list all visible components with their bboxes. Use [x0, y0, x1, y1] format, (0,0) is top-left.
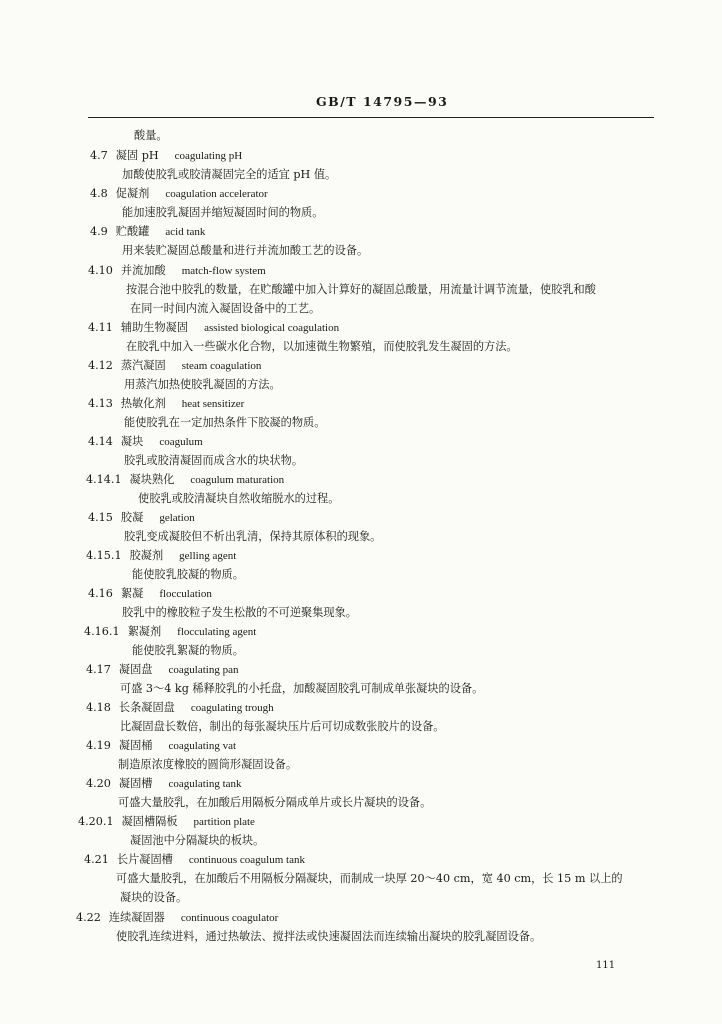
term-definition: 胶乳或胶清凝固而成含水的块状物。: [124, 454, 304, 467]
term-definition: 凝块的设备。: [120, 891, 188, 904]
term-heading: [86, 701, 274, 715]
term-chinese: 胶凝: [120, 511, 144, 524]
continuation-text: 酸量。: [134, 129, 168, 142]
term-english: assisted biological coagulation: [204, 322, 340, 334]
term-english: coagulating tank: [168, 778, 242, 790]
term-heading: [90, 149, 242, 163]
term-english: coagulum: [159, 436, 203, 448]
clause-number: 4.21: [84, 853, 109, 866]
term-english: continuous coagulum tank: [188, 854, 305, 866]
term-heading: [86, 549, 236, 563]
term-english: heat sensitizer: [181, 398, 245, 410]
term-definition: 能加速胶乳凝固并缩短凝固时间的物质。: [122, 206, 324, 219]
term-definition: 用蒸汽加热使胶乳凝固的方法。: [124, 378, 281, 391]
term-chinese: 凝固槽隔板: [121, 815, 178, 828]
term-english: flocculating agent: [177, 626, 257, 638]
term-chinese: 絮凝剂: [127, 625, 162, 638]
term-heading: [86, 473, 284, 487]
term-english: coagulating trough: [190, 702, 274, 714]
term-chinese: 凝块: [120, 435, 144, 448]
term-definition: 制造原浓度橡胶的圆筒形凝固设备。: [118, 758, 298, 771]
clause-number: 4.16: [88, 587, 113, 600]
header-rule: [88, 117, 654, 118]
term-chinese: 蒸汽凝固: [120, 359, 166, 372]
term-definition: 能使胶乳在一定加热条件下胶凝的物质。: [124, 416, 326, 429]
term-chinese: 长片凝固槽: [116, 853, 173, 866]
clause-number: 4.10: [88, 264, 113, 277]
term-definition: 按混合池中胶乳的数量，在贮酸罐中加入计算好的凝固总酸量，用流量计调节流量，使胶乳和酸: [126, 283, 596, 296]
term-chinese: 絮凝: [120, 587, 144, 600]
term-definition: 在同一时间内流入凝固设备中的工艺。: [130, 302, 321, 315]
term-heading: [76, 911, 278, 925]
term-english: coagulum maturation: [190, 474, 285, 486]
term-chinese: 连续凝固器: [108, 911, 165, 924]
term-definition: 用来装贮凝固总酸量和进行并流加酸工艺的设备。: [122, 244, 369, 257]
term-english: partition plate: [193, 816, 255, 828]
clause-number: 4.15.1: [86, 549, 122, 562]
term-definition: 能使胶乳胶凝的物质。: [132, 568, 244, 581]
term-heading: [88, 435, 203, 449]
term-english: acid tank: [165, 226, 206, 238]
term-english: gelation: [159, 512, 195, 524]
term-chinese: 凝块熟化: [129, 473, 175, 486]
term-definition: 可盛 3～4 kg 稀释胶乳的小托盘，加酸凝固胶乳可制成单张凝块的设备。: [120, 682, 484, 695]
term-chinese: 辅助生物凝固: [120, 321, 189, 334]
term-definition: 使胶乳连续进料，通过热敏法、搅拌法或快速凝固法而连续输出凝块的胶乳凝固设备。: [116, 930, 542, 943]
clause-number: 4.8: [90, 187, 108, 200]
term-heading: [86, 777, 242, 791]
clause-number: 4.9: [90, 225, 108, 238]
term-english: steam coagulation: [181, 360, 262, 372]
term-definition: 使胶乳或胶清凝块自然收缩脱水的过程。: [138, 492, 340, 505]
term-definition: 可盛大量胶乳，在加酸后不用隔板分隔凝块，而制成一块厚 20～40 cm，宽 40 cm，长 15 m 以上的: [116, 872, 623, 885]
clause-number: 4.22: [76, 911, 101, 924]
term-chinese: 并流加酸: [120, 264, 166, 277]
clause-number: 4.18: [86, 701, 111, 714]
clause-number: 4.14.1: [86, 473, 122, 486]
clause-number: 4.20.1: [78, 815, 114, 828]
term-english: coagulating pan: [168, 664, 239, 676]
standard-code-header: GB/T 14795—93: [316, 94, 449, 109]
term-definition: 能使胶乳絮凝的物质。: [132, 644, 244, 657]
clause-number: 4.13: [88, 397, 113, 410]
clause-number: 4.17: [86, 663, 111, 676]
term-heading: [84, 625, 256, 639]
term-heading: [78, 815, 255, 829]
term-chinese: 凝固盘: [118, 663, 153, 676]
page-number: 111: [596, 960, 616, 971]
term-english: match-flow system: [181, 265, 266, 277]
clause-number: 4.15: [88, 511, 113, 524]
term-chinese: 长条凝固盘: [118, 701, 175, 714]
term-chinese: 贮酸罐: [115, 225, 150, 238]
term-heading: [88, 587, 212, 601]
term-heading: [90, 187, 268, 201]
term-english: coagulating vat: [168, 740, 237, 752]
term-definition: 可盛大量胶乳，在加酸后用隔板分隔成单片或长片凝块的设备。: [118, 796, 432, 809]
term-chinese: 凝固桶: [118, 739, 153, 752]
clause-number: 4.12: [88, 359, 113, 372]
term-heading: [88, 321, 339, 335]
clause-number: 4.11: [88, 321, 113, 334]
clause-number: 4.14: [88, 435, 113, 448]
term-chinese: 凝固槽: [118, 777, 153, 790]
term-english: continuous coagulator: [180, 912, 279, 924]
clause-number: 4.20: [86, 777, 111, 790]
clause-number: 4.19: [86, 739, 111, 752]
term-definition: 胶乳中的橡胶粒子发生松散的不可逆聚集现象。: [122, 606, 357, 619]
term-heading: [88, 397, 244, 411]
term-english: coagulating pH: [174, 150, 243, 162]
term-heading: [86, 739, 236, 753]
term-definition: 比凝固盘长数倍，制出的每张凝块压片后可切成数张胶片的设备。: [120, 720, 445, 733]
term-definition: 在胶乳中加入一些碳水化合物，以加速微生物繁殖，而使胶乳发生凝固的方法。: [126, 340, 518, 353]
term-definition: 凝固池中分隔凝块的板块。: [130, 834, 265, 847]
clause-number: 4.16.1: [84, 625, 120, 638]
term-heading: [86, 663, 238, 677]
term-heading: [88, 264, 266, 278]
term-heading: [88, 359, 261, 373]
term-heading: [90, 225, 205, 239]
clause-number: 4.7: [90, 149, 108, 162]
term-chinese: 热敏化剂: [120, 397, 166, 410]
term-chinese: 促凝剂: [115, 187, 150, 200]
term-heading: [88, 511, 195, 525]
term-english: flocculation: [159, 588, 212, 600]
term-english: coagulation accelerator: [165, 188, 268, 200]
term-chinese: 胶凝剂: [129, 549, 164, 562]
term-definition: 胶乳变成凝胶但不析出乳清，保持其原体积的现象。: [124, 530, 382, 543]
term-chinese: 凝固 pH: [115, 149, 159, 162]
term-english: gelling agent: [179, 550, 237, 562]
term-definition: 加酸使胶乳或胶清凝固完全的适宜 pH 值。: [122, 168, 337, 181]
term-heading: [84, 853, 305, 867]
